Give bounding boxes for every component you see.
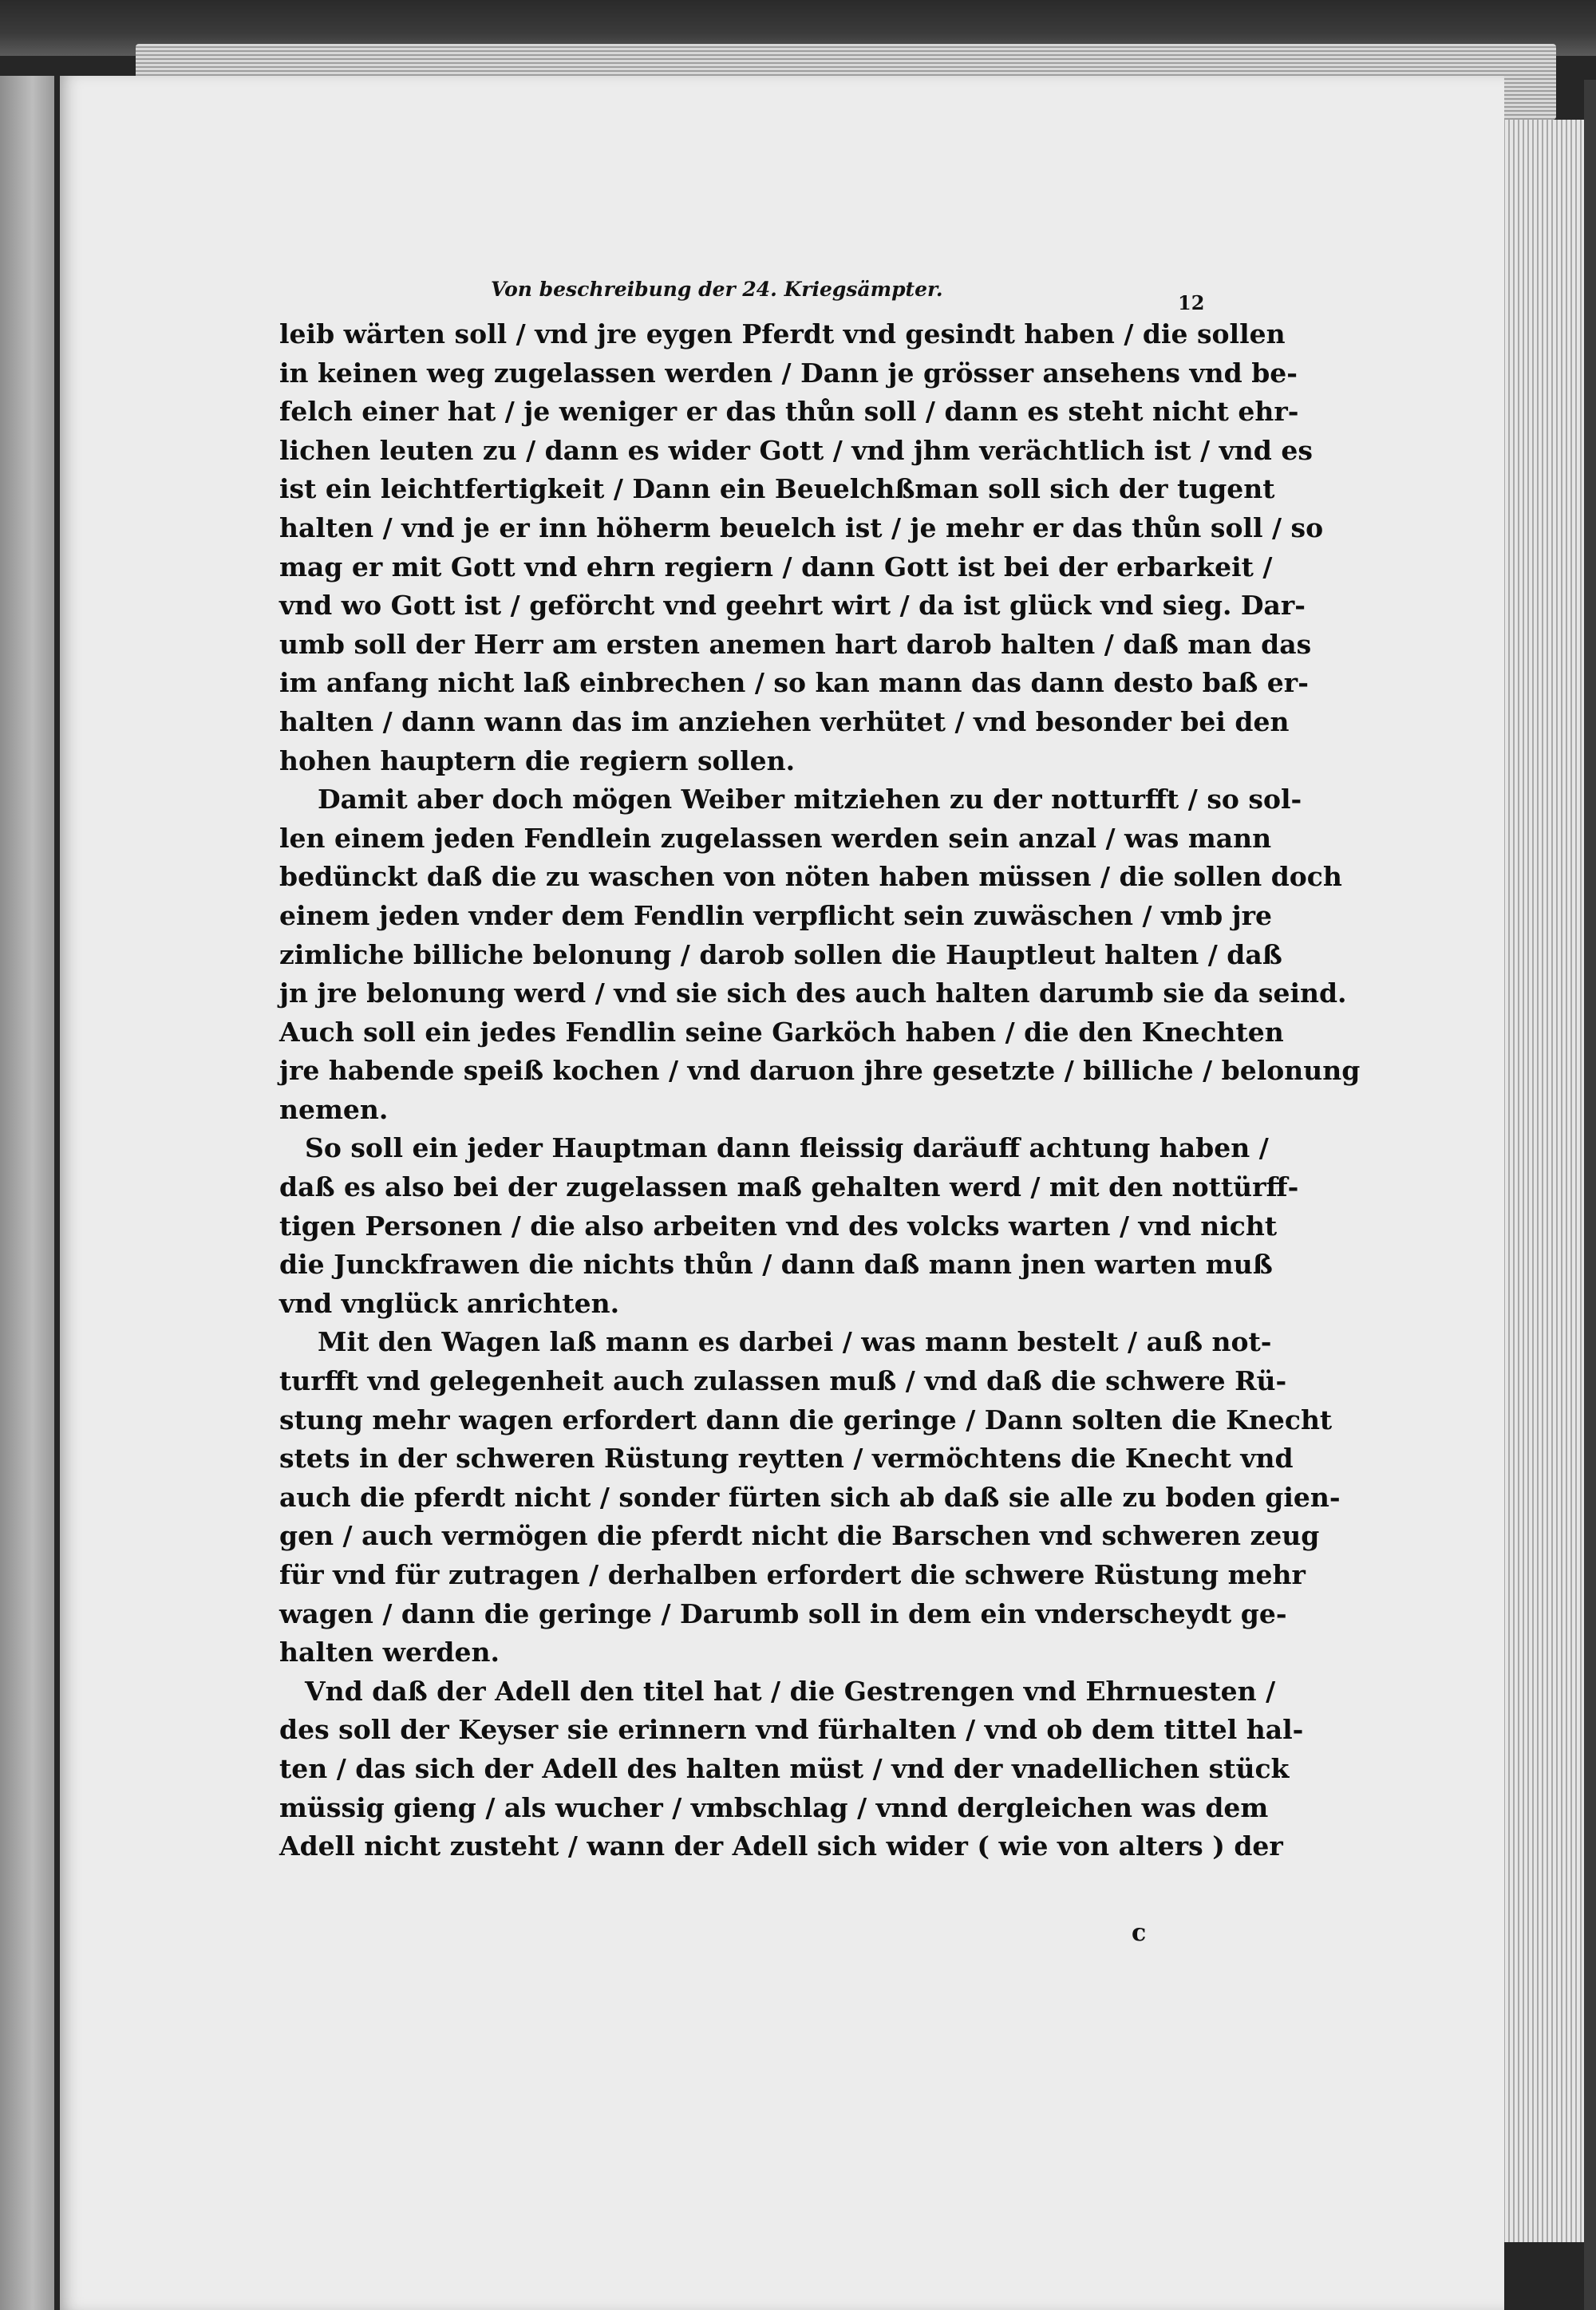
text-line: halten / dann wann das im anziehen verhütet / vnd besonder bei den: [279, 705, 1290, 737]
signature-mark: c: [1132, 1919, 1147, 1947]
text-line: gen / auch vermögen die pferdt nicht die Barschen vnd schweren zeug: [279, 1520, 1320, 1552]
text-line: len einem jeden Fendlein zugelassen werden sein anzal / was mann: [279, 822, 1272, 854]
text-line: daß es also bei der zugelassen maß gehalten werd / mit den nottürff-: [279, 1171, 1299, 1203]
text-line: leib wärten soll / vnd jre eygen Pferdt vnd gesindt haben / die sollen: [279, 318, 1286, 349]
running-head: Von beschreibung der 24. Kriegsämpter.: [491, 278, 943, 301]
paragraph-start-line: Damit aber doch mögen Weiber mitziehen zu der notturfft / so sol-: [318, 784, 1302, 815]
text-line: des soll der Keyser sie erinnern vnd fürhalten / vnd ob dem tittel hal-: [279, 1714, 1304, 1746]
text-line: hohen hauptern die regiern sollen.: [279, 744, 796, 776]
page-body-text: [279, 315, 1361, 1866]
text-line: lichen leuten zu / dann es wider Gott / vnd jhm verächtlich ist / vnd es: [279, 434, 1313, 466]
text-line: umb soll der Herr am ersten anemen hart darob halten / daß man das: [279, 628, 1312, 660]
page-stack-right-edge: [1500, 120, 1588, 2242]
text-line: nemen.: [279, 1093, 389, 1125]
book-cover-edge: [1584, 80, 1596, 2310]
text-line: vnd wo Gott ist / geförcht vnd geehrt wirt / da ist glück vnd sieg. Dar-: [279, 590, 1306, 622]
text-line: einem jeden vnder dem Fendlin verpflicht sein zuwäschen / vmb jre: [279, 899, 1272, 931]
text-line: felch einer hat / je weniger er das thůn soll / dann es steht nicht ehr-: [279, 396, 1299, 428]
text-line: jn jre belonung werd / vnd sie sich des auch halten darumb sie da seind.: [279, 977, 1347, 1009]
text-line: jre habende speiß kochen / vnd daruon jhre gesetzte / billiche / belonung: [279, 1055, 1361, 1087]
text-line: halten werden.: [279, 1637, 500, 1668]
paragraph-start-line: So soll ein jeder Hauptman dann fleissig daräuff achtung haben /: [305, 1132, 1269, 1164]
text-line: bedünckt daß die zu waschen von nöten haben müssen / die sollen doch: [279, 861, 1342, 893]
text-line: stung mehr wagen erfordert dann die geringe / Dann solten die Knecht: [279, 1404, 1333, 1435]
text-line: Auch soll ein jedes Fendlin seine Garköch haben / die den Knechten: [279, 1016, 1284, 1048]
text-line: zimliche billiche belonung / darob sollen die Hauptleut halten / daß: [279, 938, 1282, 970]
text-line: mag er mit Gott vnd ehrn regiern / dann Gott ist bei der erbarkeit /: [279, 551, 1273, 582]
facing-page-edge: [0, 76, 54, 2310]
paragraph-start-line: Vnd daß der Adell den titel hat / die Gestrengen vnd Ehrnuesten /: [305, 1675, 1276, 1707]
text-line: halten / vnd je er inn höherm beuelch ist / je mehr er das thůn soll / so: [279, 511, 1324, 543]
text-line: tigen Personen / die also arbeiten vnd des volcks warten / vnd nicht: [279, 1210, 1278, 1242]
text-line: stets in der schweren Rüstung reytten / vermöchtens die Knecht vnd: [279, 1443, 1294, 1475]
text-line: Adell nicht zusteht / wann der Adell sich wider ( wie von alters ) der: [279, 1830, 1283, 1862]
text-line: in keinen weg zugelassen werden / Dann je grösser ansehens vnd be-: [279, 357, 1298, 389]
paragraph-start-line: Mit den Wagen laß mann es darbei / was mann bestelt / auß not-: [318, 1326, 1272, 1358]
text-line: ten / das sich der Adell des halten müst / vnd der vnadellichen stück: [279, 1752, 1290, 1784]
text-line: turfft vnd gelegenheit auch zulassen muß / vnd daß die schwere Rü-: [279, 1365, 1287, 1397]
text-line: im anfang nicht laß einbrechen / so kan mann das dann desto baß er-: [279, 667, 1309, 699]
text-line: die Junckfrawen die nichts thůn / dann daß mann jnen warten muß: [279, 1249, 1273, 1281]
text-line: vnd vnglück anrichten.: [279, 1287, 620, 1319]
text-line: ist ein leichtfertigkeit / Dann ein Beuelchßman soll sich der tugent: [279, 473, 1275, 505]
folio-number: 12: [1178, 291, 1205, 314]
text-line: wagen / dann die geringe / Darumb soll in dem ein vnderscheydt ge-: [279, 1597, 1287, 1629]
text-line: auch die pferdt nicht / sonder fürten sich ab daß sie alle zu boden gien-: [279, 1481, 1341, 1513]
text-line: für vnd für zutragen / derhalben erfordert die schwere Rüstung mehr: [279, 1559, 1306, 1590]
text-line: müssig gieng / als wucher / vmbschlag / vnnd dergleichen was dem: [279, 1791, 1269, 1823]
